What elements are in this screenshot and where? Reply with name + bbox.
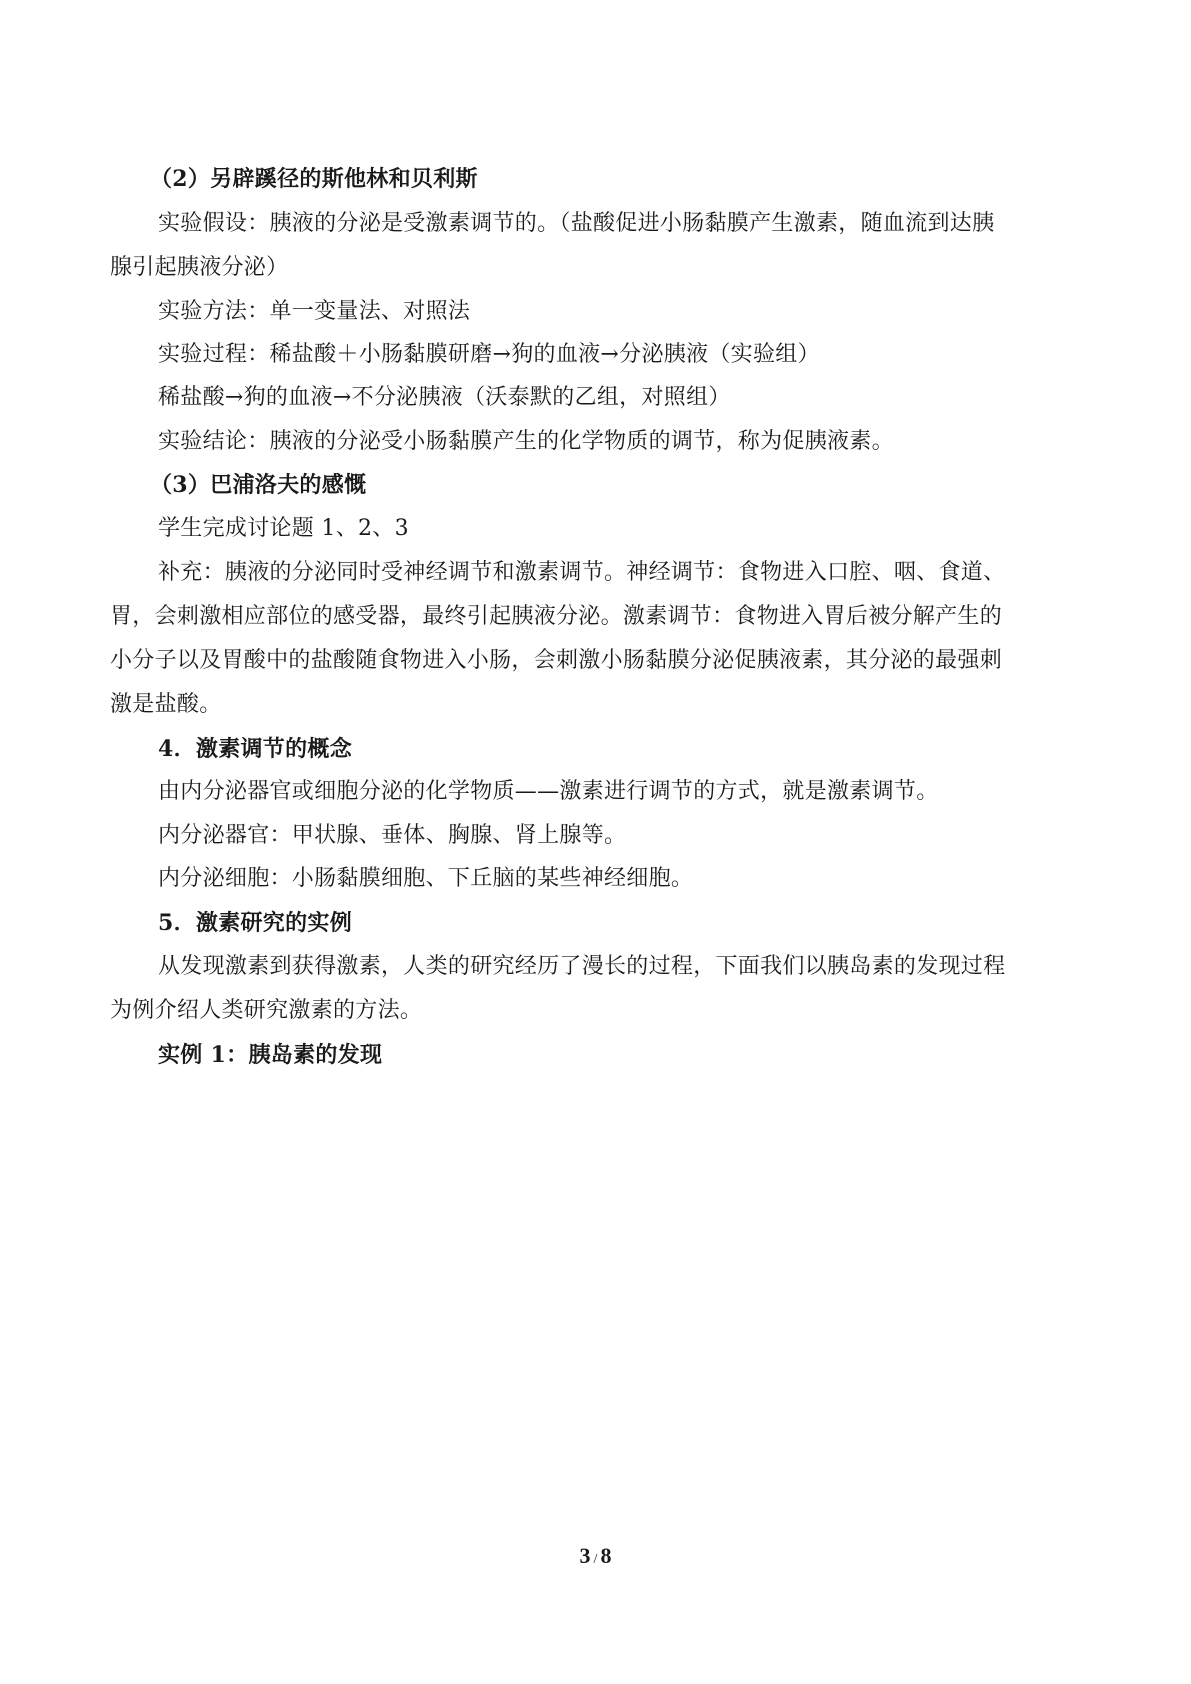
research-line-2: 为例介绍人类研究激素的方法。 [110, 998, 423, 1023]
cells-line: 内分泌细胞：小肠黏膜细胞、下丘脑的某些神经细胞。 [158, 866, 694, 891]
page-number [0, 1543, 1191, 1569]
page-separator: / [593, 1552, 598, 1567]
research-line-1: 从发现激素到获得激素，人类的研究经历了漫长的过程，下面我们以胰岛素的发现过程 [158, 954, 1006, 979]
supplement-line-2: 胃，会刺激相应部位的感受器，最终引起胰液分泌。激素调节：食物进入胃后被分解产生的 [110, 604, 1003, 629]
process-line: 实验过程：稀盐酸＋小肠黏膜研磨→狗的血液→分泌胰液（实验组） [158, 342, 820, 367]
section-heading-2: （2）另辟蹊径的斯他林和贝利斯 [150, 166, 478, 192]
example-heading-1: 实例 1：胰岛素的发现 [158, 1042, 383, 1068]
supplement-line-4: 激是盐酸。 [110, 692, 222, 717]
hypothesis-line-1: 实验假设：胰液的分泌是受激素调节的。（盐酸促进小肠黏膜产生激素，随血流到达胰 [158, 211, 995, 236]
section-heading-5: 5．激素研究的实例 [158, 910, 353, 936]
concept-line: 由内分泌器官或细胞分泌的化学物质——激素进行调节的方式，就是激素调节。 [158, 779, 939, 804]
section-heading-4: 4．激素调节的概念 [158, 736, 353, 762]
control-line: 稀盐酸→狗的血液→不分泌胰液（沃泰默的乙组，对照组） [158, 385, 731, 410]
supplement-line-1: 补充：胰液的分泌同时受神经调节和激素调节。神经调节：食物进入口腔、咽、食道、 [158, 560, 1006, 585]
page-current: 3 [579, 1543, 591, 1568]
conclusion-line: 实验结论：胰液的分泌受小肠黏膜产生的化学物质的调节，称为促胰液素。 [158, 429, 894, 454]
method-line: 实验方法：单一变量法、对照法 [158, 299, 471, 324]
supplement-line-3: 小分子以及胃酸中的盐酸随食物进入小肠，会刺激小肠黏膜分泌促胰液素，其分泌的最强刺 [110, 648, 1003, 673]
section-heading-3: （3）巴浦洛夫的感慨 [150, 472, 367, 498]
discussion-line: 学生完成讨论题 1、2、3 [158, 516, 409, 541]
hypothesis-line-2: 腺引起胰液分泌） [110, 255, 289, 280]
organs-line: 内分泌器官：甲状腺、垂体、胸腺、肾上腺等。 [158, 823, 627, 848]
page-total: 8 [600, 1543, 612, 1568]
